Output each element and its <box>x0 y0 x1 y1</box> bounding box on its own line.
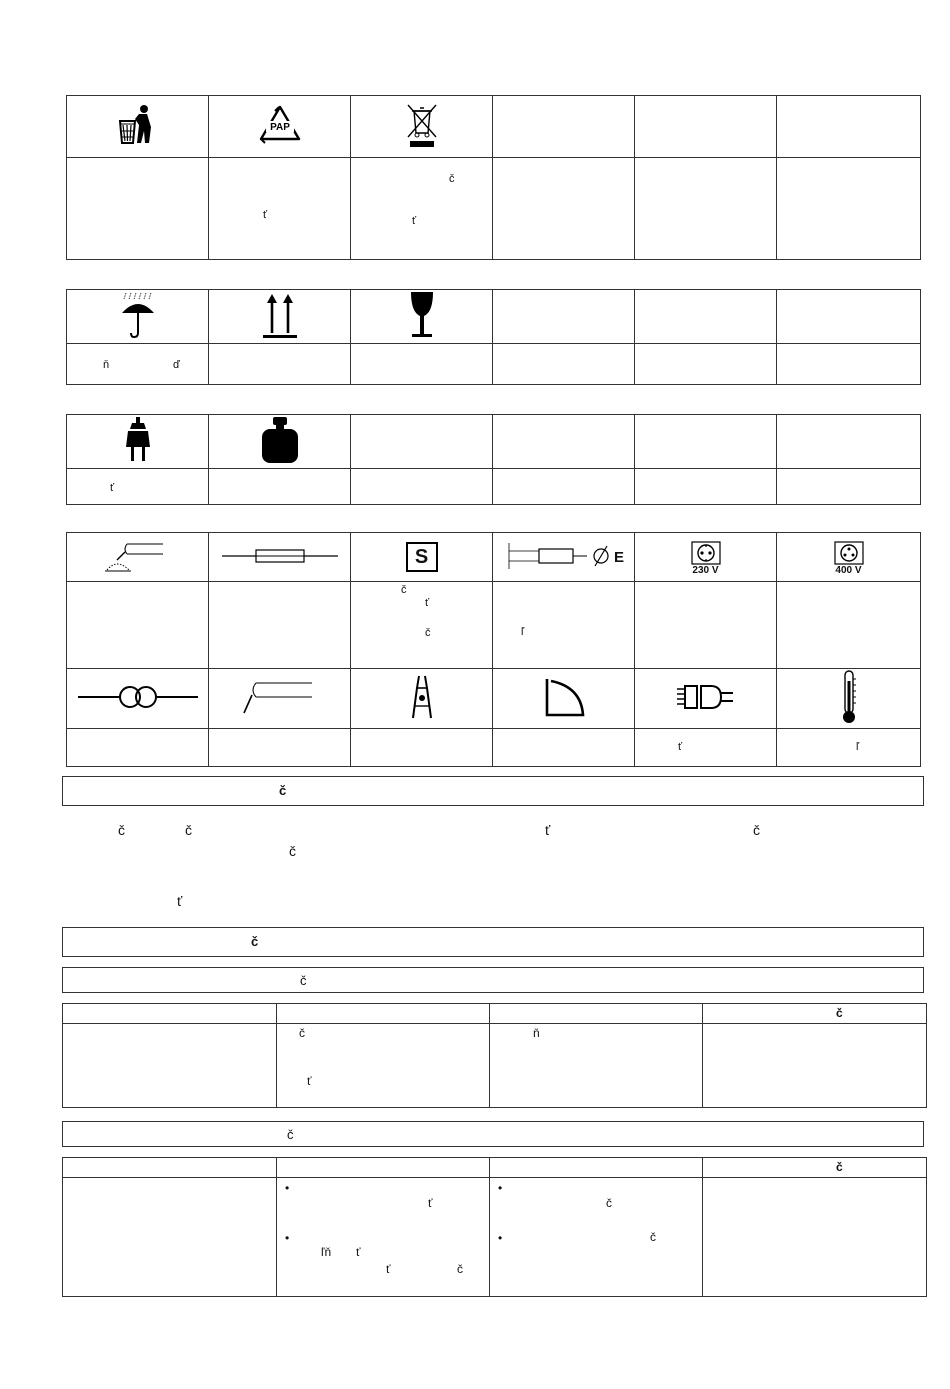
table-cell <box>703 1178 927 1297</box>
cell-keep-dry-text <box>67 344 209 385</box>
cell-empty <box>351 344 493 385</box>
symbols-table-welding <box>66 532 921 767</box>
cell-empty <box>777 290 921 344</box>
cell-text: č <box>457 1262 463 1276</box>
cell-weee-icon <box>351 96 493 158</box>
table-header-cell <box>490 1004 703 1024</box>
subsection-title: č <box>287 1127 294 1142</box>
cell-empty <box>209 729 351 767</box>
cell-this-way-up-icon <box>209 290 351 344</box>
electrode-holder-icon <box>240 677 320 717</box>
pap-recycle-icon <box>255 103 305 147</box>
cell-empty <box>777 582 921 669</box>
cell-text: ň <box>103 359 110 371</box>
cell-empty <box>493 96 635 158</box>
table-header-cell <box>63 1004 277 1024</box>
svg-text:PAP: PAP <box>269 122 290 133</box>
duty-cycle-icon <box>541 675 587 719</box>
paragraph-char: č <box>118 822 125 838</box>
cell-empty <box>351 469 493 505</box>
cell-text: č <box>299 1026 305 1040</box>
cell-thermometer-icon <box>777 669 921 729</box>
table-cell <box>490 1024 703 1108</box>
cell-transformer-icon <box>67 669 209 729</box>
table-cell <box>490 1178 703 1297</box>
cell-empty <box>67 158 209 260</box>
cell-recycle-text <box>209 158 351 260</box>
table-cell <box>63 1178 277 1297</box>
symbols-table-disposal <box>66 95 921 260</box>
cell-empty <box>635 290 777 344</box>
cell-empty <box>493 290 635 344</box>
electrode-diameter-icon <box>499 539 629 573</box>
table-header-cell <box>490 1158 703 1178</box>
cell-weight-icon <box>209 415 351 469</box>
bullet: • <box>498 1181 503 1195</box>
bullet: • <box>285 1181 290 1195</box>
cell-empty <box>209 344 351 385</box>
table-header-cell <box>277 1158 490 1178</box>
s-letter: S <box>414 546 429 568</box>
cell-plug-icon <box>67 415 209 469</box>
socket-400-icon <box>829 541 869 565</box>
ground-clamp-icon <box>407 674 437 720</box>
cell-text: ť <box>386 1262 391 1276</box>
cell-pap-icon <box>209 96 351 158</box>
cell-text: č <box>449 173 455 185</box>
cell-empty <box>777 415 921 469</box>
subsection-title: č <box>300 973 307 988</box>
bullet: • <box>498 1231 503 1245</box>
cell-text: ť <box>412 215 417 227</box>
table-header-cell <box>277 1004 490 1024</box>
subsection-header-box <box>62 1121 924 1147</box>
table-cell <box>703 1024 927 1108</box>
cell-text: ľ <box>521 626 525 638</box>
cell-empty <box>635 344 777 385</box>
cell-empty <box>635 158 777 260</box>
fuse-icon <box>220 541 340 571</box>
cell-s-symbol <box>351 533 493 582</box>
weight-icon <box>258 415 302 465</box>
e-label: E <box>614 549 625 566</box>
cell-empty <box>635 582 777 669</box>
section-header-box <box>62 927 924 957</box>
table-cell <box>63 1024 277 1108</box>
mains-plug-icon <box>118 415 158 465</box>
cell-electrode-icon <box>493 533 635 582</box>
cell-socket-400 <box>777 533 921 582</box>
cell-text: č <box>606 1196 612 1210</box>
cell-empty <box>493 729 635 767</box>
welding-torch-icon <box>103 536 173 576</box>
cell-weee-text <box>351 158 493 260</box>
cell-text: ť <box>425 597 430 609</box>
cell-duty-icon <box>493 669 635 729</box>
table-cell <box>277 1178 490 1297</box>
cell-empty <box>493 344 635 385</box>
header-text: č <box>836 1160 843 1174</box>
cell-empty <box>777 469 921 505</box>
section-title: č <box>279 783 287 798</box>
cell-empty <box>209 469 351 505</box>
cell-text: č <box>650 1230 656 1244</box>
cell-empty <box>209 582 351 669</box>
paragraph-char: ť <box>545 822 551 838</box>
s-safety-icon <box>406 542 438 572</box>
cell-empty <box>777 96 921 158</box>
cell-empty <box>351 729 493 767</box>
cell-litter-icon <box>67 96 209 158</box>
socket-230-label: 230 V <box>692 564 719 576</box>
cell-text: ť <box>428 1196 433 1210</box>
thermometer-icon <box>837 669 861 725</box>
crossed-bin-icon <box>402 101 442 149</box>
cell-text: ť <box>356 1245 361 1259</box>
this-way-up-icon <box>260 291 300 339</box>
litter-bin-icon <box>113 103 163 147</box>
cell-text: č <box>425 627 431 639</box>
cell-text: č <box>401 584 407 596</box>
cell-text: ľ <box>856 741 860 753</box>
table-header-cell <box>703 1158 927 1178</box>
cell-text: ť <box>678 741 683 753</box>
cell-empty <box>777 158 921 260</box>
cell-empty <box>493 158 635 260</box>
paragraph-char: č <box>753 822 760 838</box>
cell-socket-230 <box>635 533 777 582</box>
cell-thermometer-text <box>777 729 921 767</box>
cell-empty <box>67 729 209 767</box>
cell-fragile-icon <box>351 290 493 344</box>
table-header-cell <box>703 1004 927 1024</box>
cell-text: ď <box>173 359 180 371</box>
cell-empty <box>635 415 777 469</box>
section-title: č <box>251 934 259 949</box>
socket-230-icon <box>686 541 726 565</box>
transformer-icon <box>76 682 200 712</box>
cell-plug-cord-text <box>635 729 777 767</box>
cell-empty <box>67 582 209 669</box>
paragraph-char: č <box>289 843 296 859</box>
cell-empty <box>635 96 777 158</box>
cell-text: ľň <box>321 1245 332 1259</box>
cell-plug-cord-icon <box>635 669 777 729</box>
cell-text: ň <box>533 1026 540 1040</box>
cell-empty <box>777 344 921 385</box>
cell-text: ť <box>110 482 115 494</box>
cell-empty <box>635 469 777 505</box>
cell-clamp-icon <box>351 669 493 729</box>
cell-electrode-holder-icon <box>209 669 351 729</box>
paragraph-char: č <box>185 822 192 838</box>
cell-text: ť <box>307 1074 312 1088</box>
table-cell <box>277 1024 490 1108</box>
plug-cord-icon <box>673 682 739 712</box>
cell-umbrella-icon <box>67 290 209 344</box>
umbrella-icon <box>118 291 158 339</box>
subsection-header-box <box>62 967 924 993</box>
cell-empty <box>493 415 635 469</box>
troubleshooting-table-2 <box>62 1157 927 1297</box>
troubleshooting-table-1 <box>62 1003 927 1108</box>
cell-text: ť <box>263 209 268 221</box>
table-header-cell <box>63 1158 277 1178</box>
paragraph-char: ť <box>177 893 183 909</box>
cell-empty <box>493 469 635 505</box>
cell-plug-text <box>67 469 209 505</box>
socket-400-label: 400 V <box>835 564 862 576</box>
header-text: č <box>836 1006 843 1020</box>
cell-torch-icon <box>67 533 209 582</box>
symbols-table-device <box>66 414 921 505</box>
section-header-box <box>62 776 924 806</box>
cell-fuse-icon <box>209 533 351 582</box>
cell-empty <box>351 415 493 469</box>
bullet: • <box>285 1231 290 1245</box>
symbols-table-handling <box>66 289 921 385</box>
cell-s-text <box>351 582 493 669</box>
cell-electrode-text <box>493 582 635 669</box>
fragile-glass-icon <box>402 290 442 340</box>
